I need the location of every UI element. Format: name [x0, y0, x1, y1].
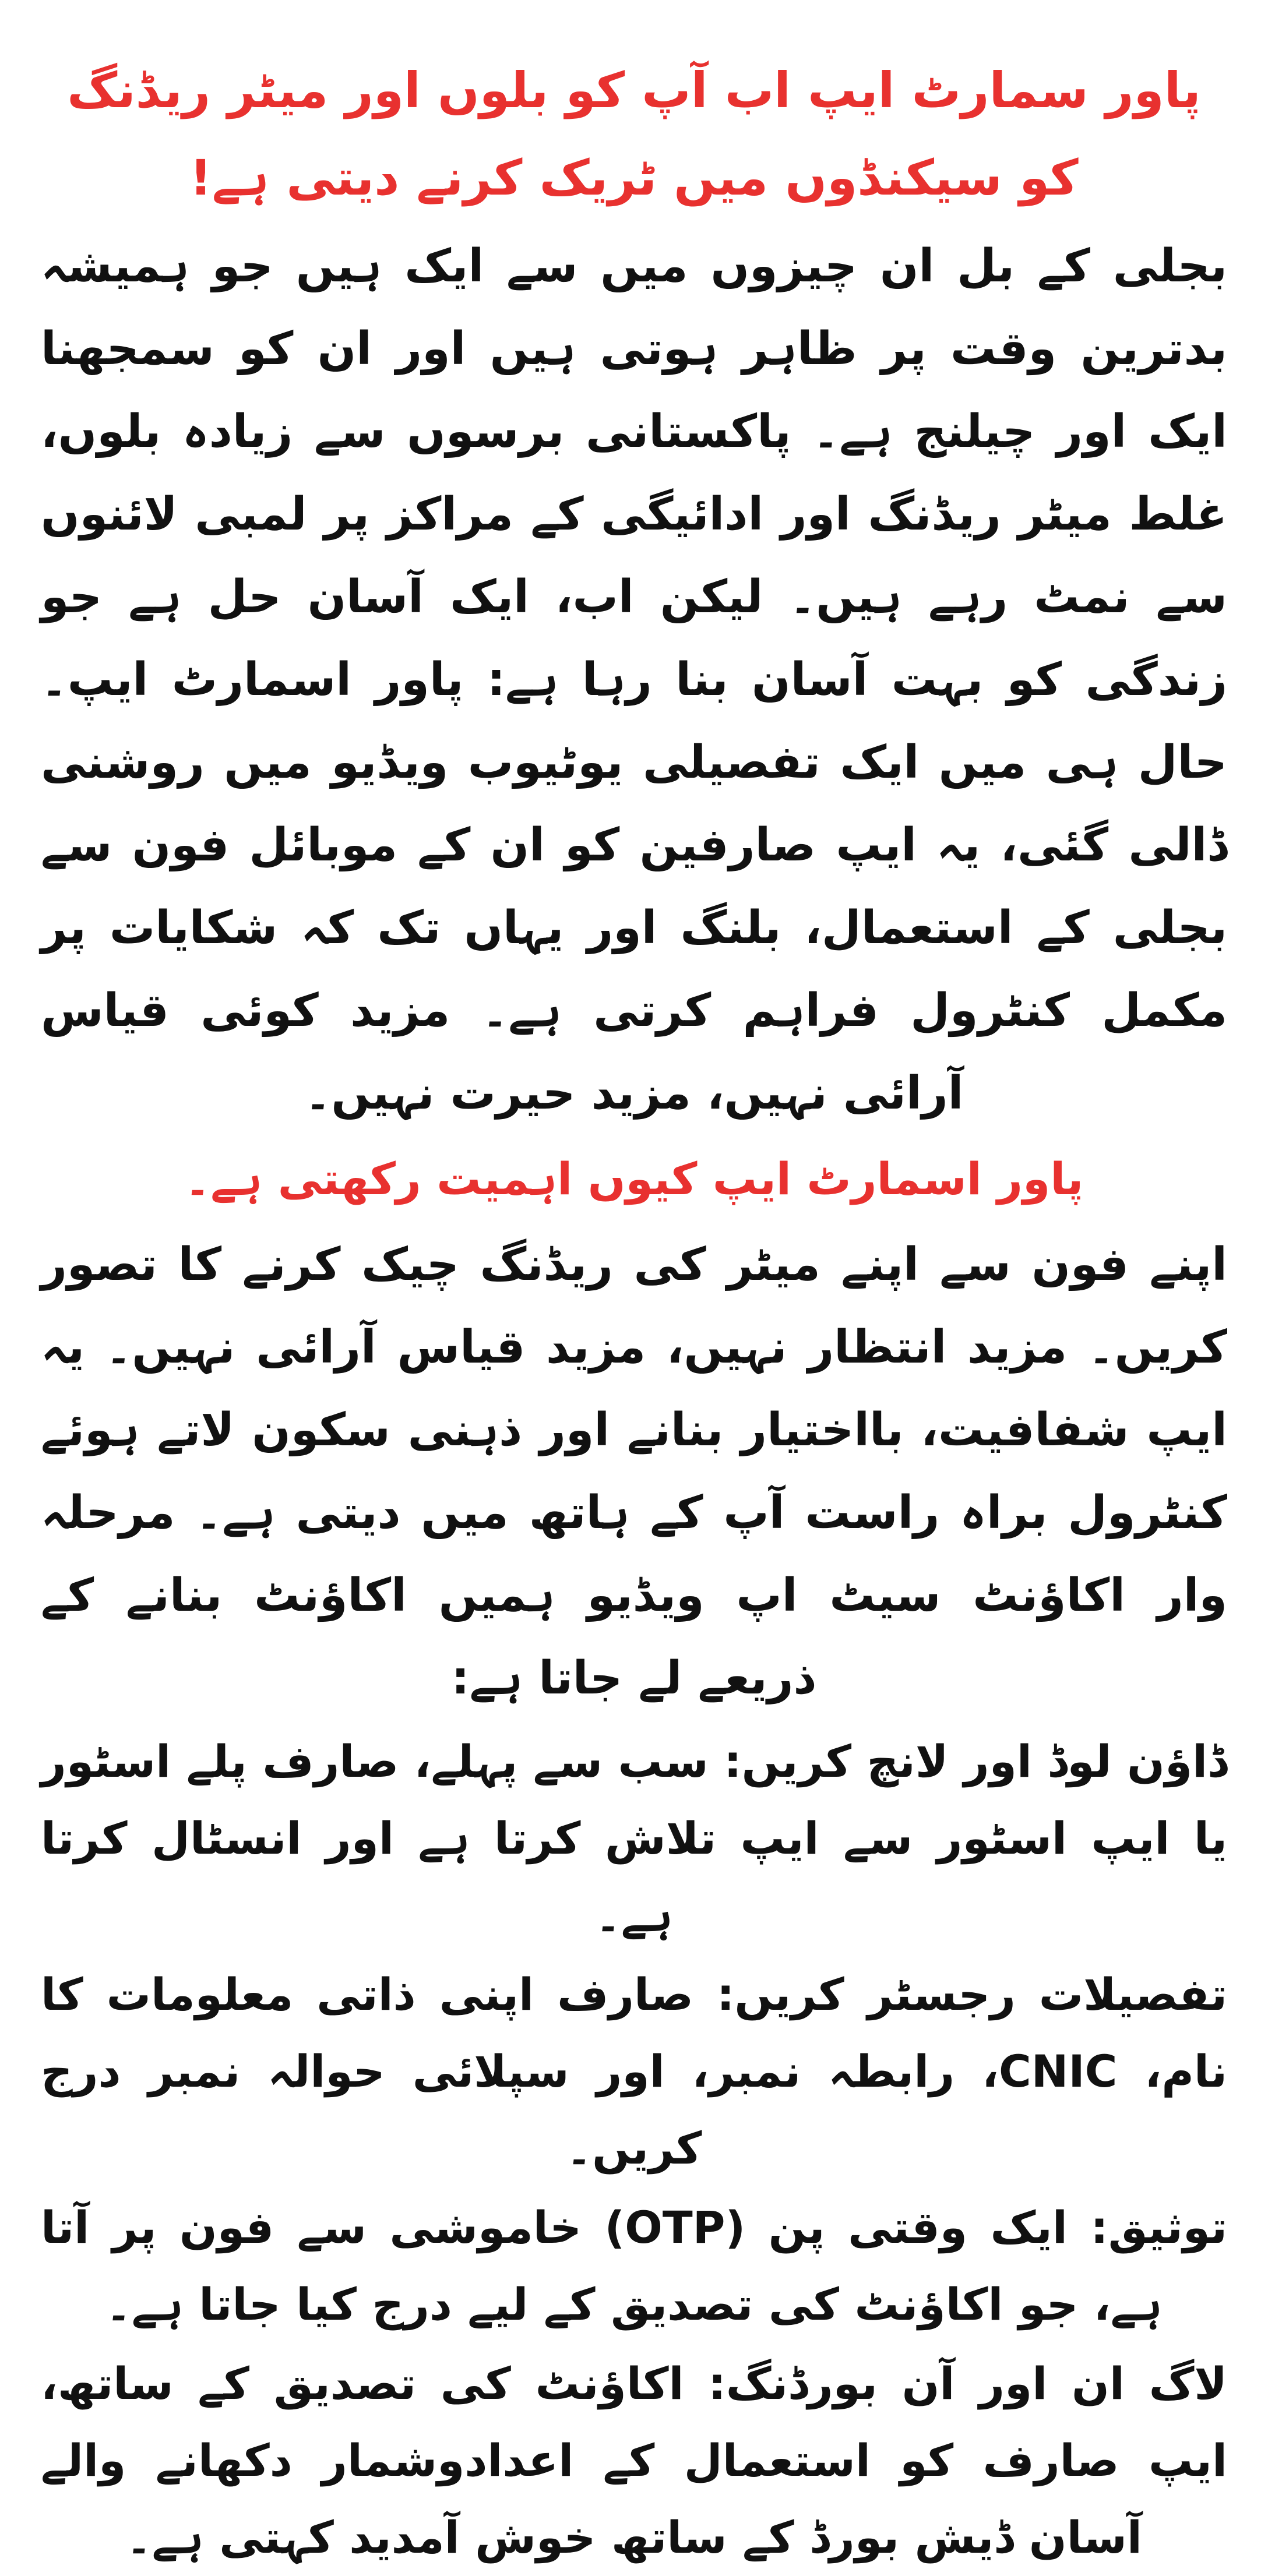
step-verify: توثیق: ایک وقتی پن (OTP) خاموشی سے فون پر آتا ہے، جو اکاؤنٹ کی تصدیق کے لیے درج کیا جاتا ہے۔ [41, 2201, 1227, 2330]
section-heading: پاور اسمارٹ ایپ کیوں اہمیت رکھتی ہے۔ [184, 1153, 1084, 1205]
step-login: لاگ ان اور آن بورڈنگ: اکاؤنٹ کی تصدیق کے ساتھ، ایپ صارف کو استعمال کے اعدادوشمار دکھانے والے آسان ڈیش بورڈ کے ساتھ خوش آمدید کہتی ہے۔ [41, 2358, 1227, 2563]
body-paragraph: اپنے فون سے اپنے میٹر کی ریڈنگ چیک کرنے کا تصور کریں۔ مزید انتظار نہیں، مزید قیاس آرائی نہیں۔ یہ ایپ شفافیت، بااختیار بنانے اور ذہنی سکون لاتے ہوئے کنٹرول براہ راست آپ کے ہاتھ میں دیتی ہے۔ مرحلہ وار اکاؤنٹ سیٹ اپ ویڈیو ہمیں اکاؤنٹ بنانے کے ذریعے لے جاتا ہے: [41, 1238, 1227, 1705]
step-download: ڈاؤن لوڈ اور لانچ کریں: سب سے پہلے، صارف پلے اسٹور یا ایپ اسٹور سے ایپ تلاش کرتا ہے اور انسٹال کرتا ہے۔ [41, 1735, 1227, 1941]
article-title: پاور سمارٹ ایپ اب آپ کو بلوں اور میٹر ریڈنگ کو سیکنڈوں میں ٹریک کرنے دیتی ہے! [67, 62, 1201, 206]
intro-paragraph: بجلی کے بل ان چیزوں میں سے ایک ہیں جو ہمیشہ بدترین وقت پر ظاہر ہوتی ہیں اور ان کو سمجھنا ایک اور چیلنج ہے۔ پاکستانی برسوں سے زیادہ بلوں، غلط میٹر ریڈنگ اور ادائیگی کے مراکز پر لمبی لائنوں سے نمٹ رہے ہیں۔ لیکن اب، ایک آسان حل ہے جو زندگی کو بہت آسان بنا رہا ہے: پاور اسمارٹ ایپ۔ حال ہی میں ایک تفصیلی یوٹیوب ویڈیو میں روشنی ڈالی گئی، یہ ایپ صارفین کو ان کے موبائل فون سے بجلی کے استعمال، بلنگ اور یہاں تک کہ شکایات پر مکمل کنٹرول فراہم کرتی ہے۔ مزید کوئی قیاس آرائی نہیں، مزید حیرت نہیں۔ [41, 240, 1227, 1120]
step-register: تفصیلات رجسٹر کریں: صارف اپنی ذاتی معلومات کا نام، CNIC، رابطہ نمبر، اور سپلائی حوالہ نمبر درج کریں۔ [41, 1968, 1227, 2174]
